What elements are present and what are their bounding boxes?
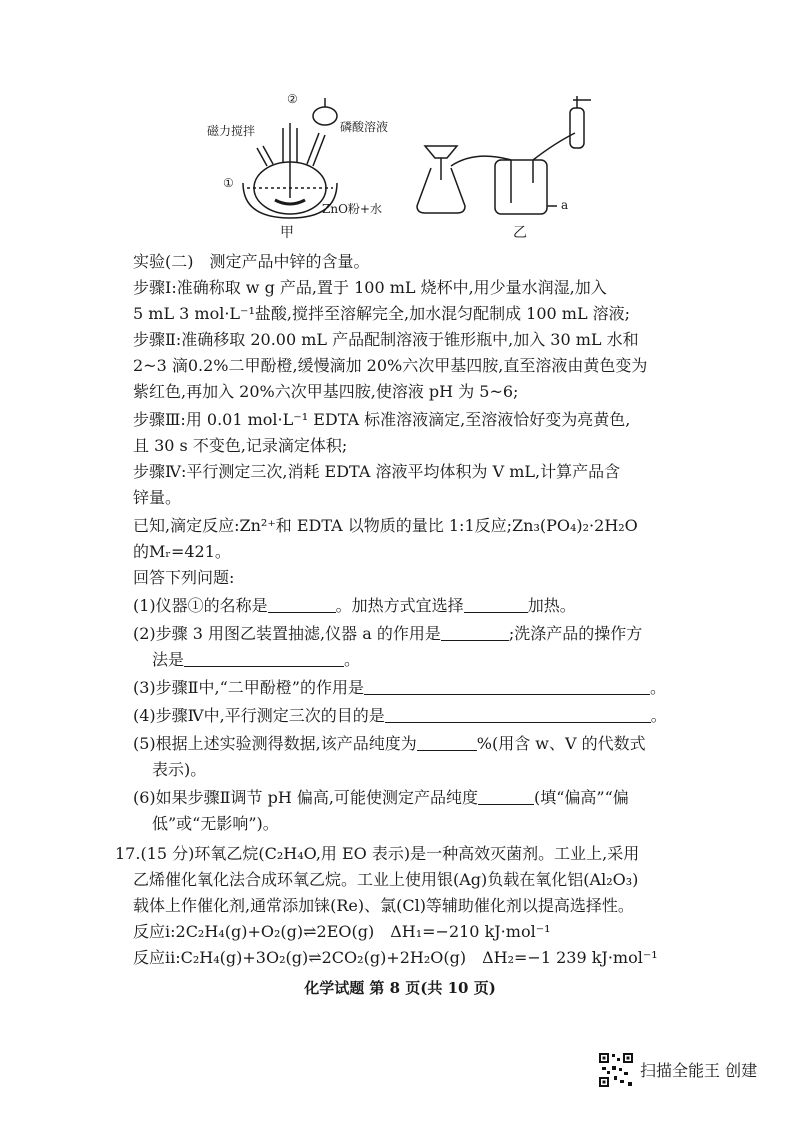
answer-prompt: 回答下列问题: bbox=[133, 568, 235, 587]
question-1-text-b: 。加热方式宜选择 bbox=[335, 596, 464, 615]
figure-caption-jia: 甲 bbox=[280, 225, 294, 241]
reaction-ii: 反应ⅱ:C₂H₄(g)+3O₂(g)⇌2CO₂(g)+2H₂O(g) ΔH₂=−1 239 kJ·mol⁻¹ bbox=[133, 948, 658, 967]
step-2-line-2: 2~3 滴0.2%二甲酚橙,缓慢滴加 20%六次甲基四胺,直至溶液由黄色变为 bbox=[133, 356, 648, 375]
apparatus-drawing bbox=[195, 88, 595, 238]
question-6-text-b: (填“偏高”“偏 bbox=[534, 788, 629, 807]
step-1-line-1: 步骤Ⅰ:准确称取 w g 产品,置于 100 mL 烧杯中,用少量水润湿,加入 bbox=[133, 278, 607, 297]
scanner-watermark: 扫描全能王 创建 bbox=[640, 1061, 758, 1080]
question-4-text-b: 。 bbox=[650, 706, 667, 725]
question-5 bbox=[133, 732, 693, 756]
question-2-text-c: 法是 bbox=[152, 650, 185, 669]
step-3-line-2: 且 30 s 不变色,记录滴定体积; bbox=[133, 436, 348, 455]
label-zno-water: ZnO粉+水 bbox=[322, 202, 382, 216]
page-footer: 化学试题 第 8 页(共 10 页) bbox=[304, 979, 496, 997]
question-2-continued bbox=[152, 648, 712, 672]
answer-blank-3[interactable] bbox=[364, 676, 650, 695]
step-2-line-1: 步骤Ⅱ:准确移取 20.00 mL 产品配制溶液于锥形瓶中,加入 30 mL 水和 bbox=[133, 330, 639, 349]
answer-blank-2a[interactable] bbox=[441, 622, 509, 641]
question-5-text-a: (5)根据上述实验测得数据,该产品纯度为 bbox=[133, 734, 417, 753]
question-4 bbox=[133, 704, 693, 728]
figure-caption-yi: 乙 bbox=[513, 225, 527, 241]
step-1-line-2: 5 mL 3 mol·L⁻¹盐酸,搅拌至溶解完全,加水混匀配制成 100 mL 溶液; bbox=[133, 304, 631, 323]
question-4-text-a: (4)步骤Ⅳ中,平行测定三次的目的是 bbox=[133, 706, 385, 725]
question-1-text-a: (1)仪器①的名称是 bbox=[133, 596, 268, 615]
step-2-line-3: 紫红色,再加入 20%六次甲基四胺,使溶液 pH 为 5~6; bbox=[133, 382, 519, 401]
question-2-text-a: (2)步骤 3 用图乙装置抽滤,仪器 a 的作用是 bbox=[133, 624, 441, 643]
experiment-2-heading: 实验(二) 测定产品中锌的含量。 bbox=[133, 252, 370, 271]
step-3-line-1: 步骤Ⅲ:用 0.01 mol·L⁻¹ EDTA 标准溶液滴定,至溶液恰好变为亮黄色, bbox=[133, 410, 631, 429]
known-line-1: 已知,滴定反应:Zn²⁺和 EDTA 以物质的量比 1:1反应;Zn₃(PO₄)₂·2H₂O bbox=[133, 516, 638, 535]
step-4-line-2: 锌量。 bbox=[133, 488, 182, 507]
question-3 bbox=[133, 676, 693, 700]
qr-code-icon bbox=[598, 1052, 634, 1088]
question-1-text-c: 加热。 bbox=[527, 596, 576, 615]
question-6-continued: 低”或“无影响”)。 bbox=[152, 814, 279, 833]
problem-17-line-2: 乙烯催化氧化法合成环氧乙烷。工业上使用银(Ag)负载在氧化铝(Al₂O₃) bbox=[133, 870, 639, 889]
label-instrument-a: a bbox=[561, 198, 569, 212]
answer-blank-2b[interactable] bbox=[184, 648, 344, 667]
question-6 bbox=[133, 786, 693, 810]
figure-yi-drawing bbox=[417, 96, 591, 214]
question-3-text-b: 。 bbox=[650, 678, 667, 697]
label-instrument-2: ② bbox=[287, 92, 298, 106]
question-2 bbox=[133, 622, 693, 646]
apparatus-figures bbox=[195, 88, 595, 241]
answer-blank-1a[interactable] bbox=[268, 594, 336, 613]
question-3-text-a: (3)步骤Ⅱ中,“二甲酚橙”的作用是 bbox=[133, 678, 364, 697]
answer-blank-5[interactable] bbox=[417, 732, 477, 751]
reaction-i: 反应ⅰ:2C₂H₄(g)+O₂(g)⇌2EO(g) ΔH₁=−210 kJ·mol⁻¹ bbox=[133, 922, 551, 941]
answer-blank-1b[interactable] bbox=[464, 594, 528, 613]
question-1 bbox=[133, 594, 693, 618]
known-line-2: 的Mᵣ=421。 bbox=[133, 542, 231, 561]
question-2-text-b: ;洗涤产品的操作方 bbox=[508, 624, 643, 643]
answer-blank-4[interactable] bbox=[385, 704, 651, 723]
question-5-text-b: %(用含 w、V 的代数式 bbox=[476, 734, 646, 753]
label-magnetic-stirring: 磁力搅拌 bbox=[207, 124, 256, 138]
question-5-continued: 表示)。 bbox=[152, 760, 207, 779]
question-2-text-d: 。 bbox=[344, 650, 361, 669]
step-4-line-1: 步骤Ⅳ:平行测定三次,消耗 EDTA 溶液平均体积为 V mL,计算产品含 bbox=[133, 462, 621, 481]
answer-blank-6[interactable] bbox=[478, 786, 534, 805]
label-phosphoric-acid: 磷酸溶液 bbox=[340, 120, 389, 134]
label-instrument-1: ① bbox=[223, 176, 234, 190]
question-6-text-a: (6)如果步骤Ⅱ调节 pH 偏高,可能使测定产品纯度 bbox=[133, 788, 478, 807]
problem-17-line-3: 载体上作催化剂,通常添加铼(Re)、氯(Cl)等辅助催化剂以提高选择性。 bbox=[133, 896, 634, 915]
problem-17-line-1: 17.(15 分)环氧乙烷(C₂H₄O,用 EO 表示)是一种高效灭菌剂。工业上,采用 bbox=[115, 844, 640, 863]
